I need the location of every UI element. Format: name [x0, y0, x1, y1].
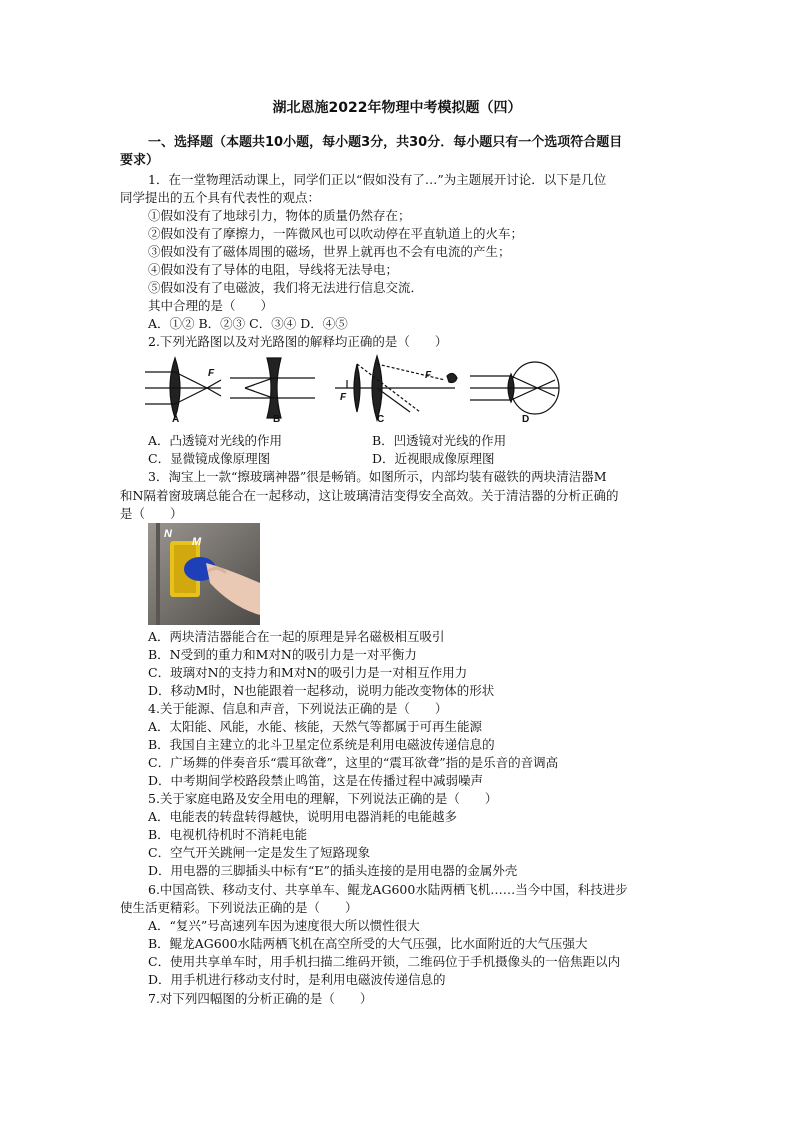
q6-stem-cont: 使生活更精彩。下列说法正确的是（ ）	[120, 900, 358, 915]
q5-stem: 5.关于家庭电路及安全用电的理解，下列说法正确的是（ ）	[148, 791, 498, 806]
optics-diagram	[145, 352, 565, 430]
q4-option-a: A．太阳能、风能，水能、核能，天然气等都属于可再生能源	[148, 719, 483, 734]
q7-stem: 7.对下列四幅图的分析正确的是（ ）	[148, 991, 373, 1006]
q2-option-d: D．近视眼成像原理图	[372, 451, 495, 466]
q2-option-b: B．凹透镜对光线的作用	[372, 433, 507, 448]
q1-ask: 其中合理的是（ ）	[148, 298, 274, 313]
q3-stem-cont: 和N隔着窗玻璃总能合在一起移动，这让玻璃清洁变得安全高效。关于清洁器的分析正确的	[120, 488, 619, 503]
q4-stem: 4.关于能源、信息和声音，下列说法正确的是（ ）	[148, 701, 448, 716]
q1-point: ②假如没有了摩擦力，一阵微风也可以吹动停在平直轨道上的火车；	[148, 226, 524, 241]
q2-stem: 2.下列光路图以及对光路图的解释均正确的是（ ）	[148, 334, 448, 349]
q1-point: ⑤假如没有了电磁波，我们将无法进行信息交流．	[148, 280, 424, 295]
q1-point: ③假如没有了磁体周围的磁场，世界上就再也不会有电流的产生；	[148, 244, 511, 259]
q6-option-d: D．用手机进行移动支付时，是利用电磁波传递信息的	[148, 972, 446, 987]
figure-d-label: D	[522, 414, 530, 425]
q3-option-d: D．移动M时，N也能跟着一起移动，说明力能改变物体的形状	[148, 683, 495, 698]
section-heading: 一、选择题（本题共10小题，每小题3分，共30分．每小题只有一个选项符合题目	[148, 135, 623, 150]
focus-label: F	[425, 370, 432, 381]
q2-option-a: A．凸透镜对光线的作用	[148, 433, 283, 448]
q1-stem-cont: 同学提出的五个具有代表性的观点：	[120, 190, 321, 205]
q5-option-d: D．用电器的三脚插头中标有“E”的插头连接的是用电器的金属外壳	[148, 863, 518, 878]
q1-stem: 1．在一堂物理活动课上，同学们正以“假如没有了…”为主题展开讨论．以下是几位	[148, 172, 607, 187]
focus-label: F	[340, 392, 347, 403]
eye-figure	[470, 362, 559, 414]
figure-b-label: B	[273, 414, 281, 425]
q1-point: ④假如没有了导体的电阻，导线将无法导电；	[148, 262, 399, 277]
q5-option-b: B．电视机待机时不消耗电能	[148, 827, 308, 842]
figure-c-label: C	[377, 414, 385, 425]
q4-option-c: C．广场舞的伴奏音乐“震耳欲聋”，这里的“震耳欲聋”指的是乐音的音调高	[148, 755, 559, 770]
q3-stem-cont: 是（ ）	[120, 506, 183, 521]
figure-a-label: A	[172, 414, 180, 425]
q1-options: A．①② B．②③ C．③④ D．④⑤	[148, 316, 348, 331]
concave-lens-figure	[230, 358, 315, 418]
q6-stem: 6.中国高铁、移动支付、共享单车、鲲龙AG600水陆两栖飞机……当今中国，科技进步	[148, 882, 628, 897]
q2-option-c: C．显微镜成像原理图	[148, 451, 271, 466]
q6-option-a: A．“复兴”号高速列车因为速度很大所以惯性很大	[148, 918, 420, 933]
q3-stem: 3．淘宝上一款“擦玻璃神器”很是畅销。如图所示，内部均装有磁铁的两块清洁器M	[148, 469, 607, 484]
section-heading-cont: 要求）	[120, 153, 160, 168]
convex-lens-figure	[145, 358, 221, 418]
photo-label-n: N	[164, 528, 172, 540]
q4-option-b: B．我国自主建立的北斗卫星定位系统是利用电磁波传递信息的	[148, 737, 495, 752]
q1-point: ①假如没有了地球引力，物体的质量仍然存在；	[148, 208, 411, 223]
q5-option-c: C．空气开关跳闸一定是发生了短路现象	[148, 845, 371, 860]
photo-label-m: M	[192, 536, 202, 548]
q3-option-b: B．N受到的重力和M对N的吸引力是一对平衡力	[148, 647, 417, 662]
q3-option-a: A．两块清洁器能合在一起的原理是异名磁极相互吸引	[148, 629, 445, 644]
q6-option-c: C．使用共享单车时，用手机扫描二维码开锁，二维码位于手机摄像头的一倍焦距以内	[148, 954, 621, 969]
q6-option-b: B．鲲龙AG600水陆两栖飞机在高空所受的大气压强，比水面附近的大气压强大	[148, 936, 588, 951]
q4-option-d: D．中考期间学校路段禁止鸣笛，这是在传播过程中减弱噪声	[148, 773, 484, 788]
microscope-figure	[335, 356, 457, 420]
focus-label: F	[208, 368, 215, 379]
q5-option-a: A．电能表的转盘转得越快，说明用电器消耗的电能越多	[148, 809, 458, 824]
q3-option-c: C．玻璃对N的支持力和M对N的吸引力是一对相互作用力	[148, 665, 468, 680]
page-title: 湖北恩施2022年物理中考模拟题（四）	[272, 100, 522, 116]
